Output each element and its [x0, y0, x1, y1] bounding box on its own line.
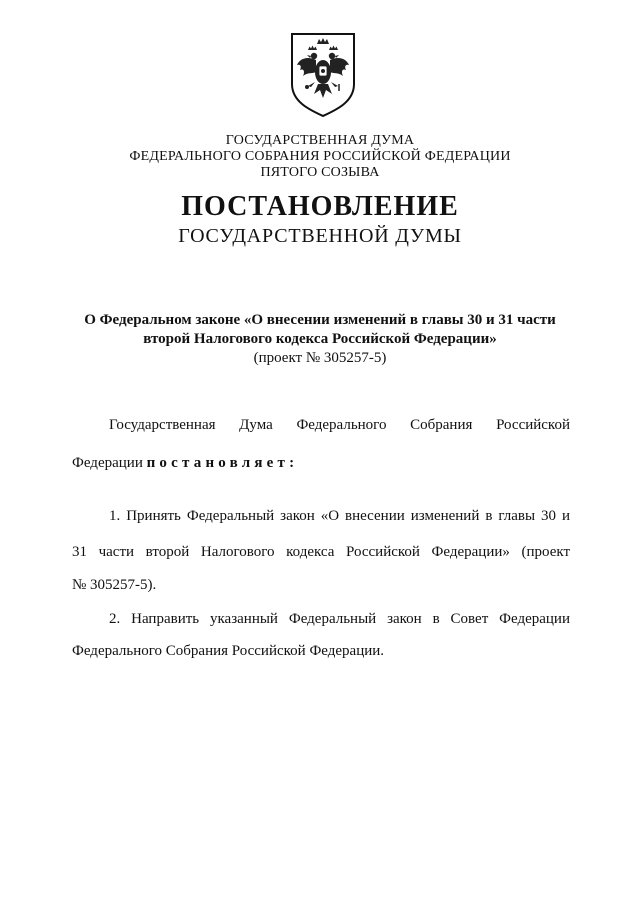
header-line-2: ФЕДЕРАЛЬНОГО СОБРАНИЯ РОССИЙСКОЙ ФЕДЕРАЦИИ — [129, 149, 511, 164]
item-1-line-3: № 305257-5). — [72, 577, 157, 593]
item-2-line-2: Федерального Собрания Российской Федерации. — [72, 643, 385, 659]
intro-line-2-start: Федерации — [72, 455, 147, 471]
item-2-line-1: 2. Направить указанный Федеральный закон в Совет Федерации — [109, 611, 570, 627]
document-issuer: ГОСУДАРСТВЕННОЙ ДУМЫ — [178, 225, 462, 247]
subject-bill-number: (проект № 305257-5) — [253, 350, 387, 366]
item-1-line-2: 31 части второй Налогового кодекса Российской Федерации» (проект — [72, 544, 570, 560]
resolution-verb: постановляет: — [146, 455, 299, 471]
intro-line-1: Государственная Дума Федерального Собрания Российской — [109, 417, 570, 433]
document-type: ПОСТАНОВЛЕНИЕ — [181, 191, 459, 222]
coat-of-arms-icon — [290, 32, 356, 118]
item-1-line-1: 1. Принять Федеральный закон «О внесении изменений в главы 30 и — [109, 508, 570, 524]
intro-line-2 — [72, 454, 570, 472]
header-line-1: ГОСУДАРСТВЕННАЯ ДУМА — [225, 133, 415, 148]
subject-line-2: второй Налогового кодекса Российской Федерации» — [143, 331, 497, 347]
subject-line-1: О Федеральном законе «О внесении изменений в главы 30 и 31 части — [84, 312, 556, 328]
header-line-3: ПЯТОГО СОЗЫВА — [260, 165, 380, 180]
